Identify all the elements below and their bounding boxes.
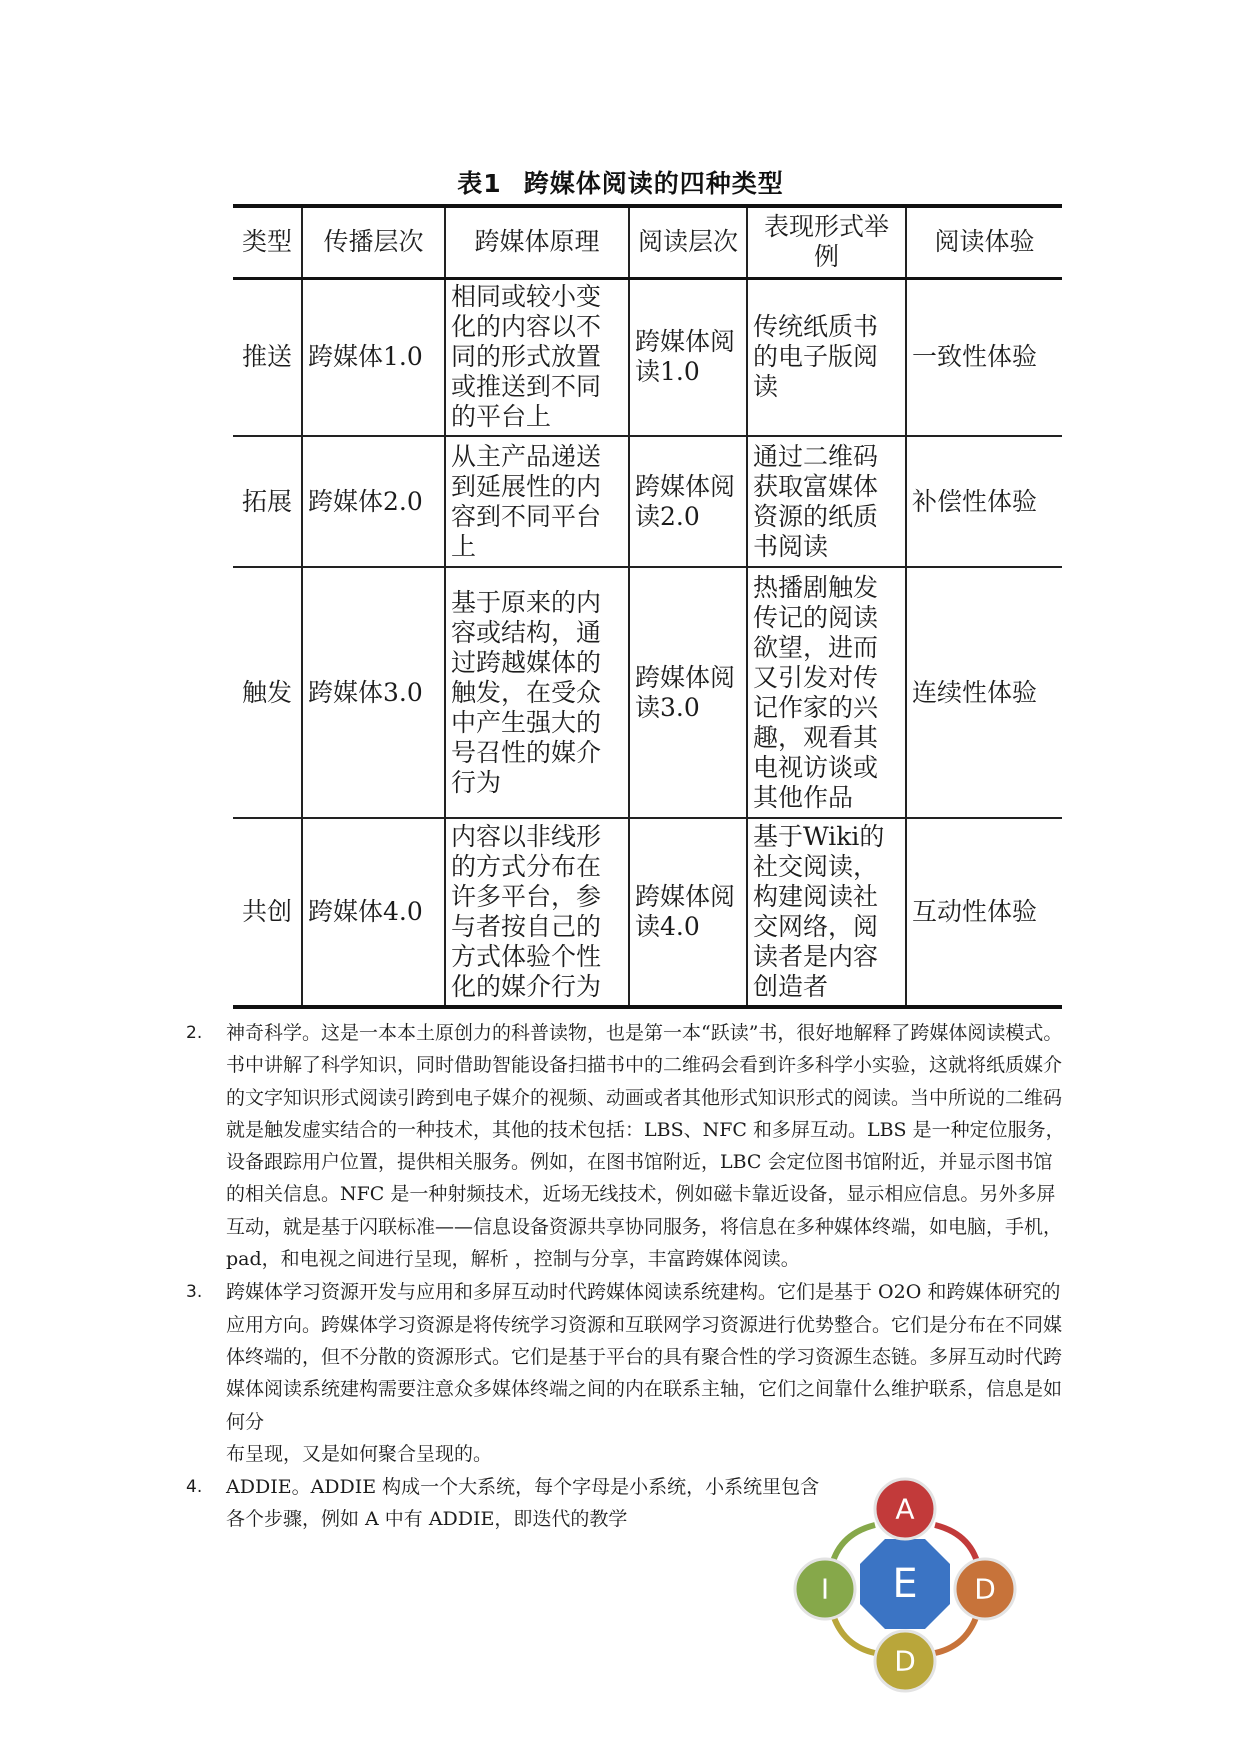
list-item (186, 1017, 1066, 1275)
label-a: A (895, 1492, 915, 1526)
table-number: 表1 (457, 169, 502, 198)
cell-experience: 补偿性体验 (906, 436, 1062, 567)
list-item-text: 跨媒体学习资源开发与应用和多屏互动时代跨媒体阅读系统建构。它们是基于 O2O 和跨媒体研究的应用方向。跨媒体学习资源是将传统学习资源和互联网学习资源进行优势整合。它们是分布在不同媒体终端的，但不分散的资源形式。它们是基于平台的具有聚合性的学习资源生态链。多屏互动时代跨媒体阅读系统建构需要注意众多媒体终端之间的内在联系主轴，它们之间靠什么维护联系，信息是如何分 (226, 1281, 1063, 1433)
cell-reading-level: 跨媒体阅读1.0 (629, 278, 747, 436)
header-reading-level: 阅读层次 (629, 206, 747, 278)
numbered-list (186, 1017, 1066, 1537)
header-spread-level: 传播层次 (302, 206, 445, 278)
cell-experience: 互动性体验 (906, 818, 1062, 1007)
list-item (186, 1471, 826, 1536)
cell-type: 共创 (233, 818, 302, 1007)
cell-type: 触发 (233, 567, 302, 818)
header-type: 类型 (233, 206, 302, 278)
cell-reading-level: 跨媒体阅读4.0 (629, 818, 747, 1007)
list-item (186, 1276, 1066, 1470)
cell-type: 推送 (233, 278, 302, 436)
table-row (233, 436, 1062, 567)
cell-principle: 基于原来的内容或结构，通过跨越媒体的触发，在受众中产生强大的号召性的媒介行为 (445, 567, 629, 818)
table-row (233, 567, 1062, 818)
cell-principle: 内容以非线形的方式分布在许多平台，参与者按自己的方式体验个性化的媒介行为 (445, 818, 629, 1007)
cell-reading-level: 跨媒体阅读2.0 (629, 436, 747, 567)
table-caption (0, 164, 1241, 200)
table-row (233, 818, 1062, 1007)
table-title: 跨媒体阅读的四种类型 (523, 169, 784, 198)
list-item-number: 2. (186, 1023, 203, 1043)
label-center: E (892, 1561, 918, 1607)
addie-diagram (790, 1475, 1020, 1693)
label-i: I (820, 1572, 830, 1606)
list-item-number: 4. (186, 1477, 203, 1498)
header-experience: 阅读体验 (906, 206, 1062, 278)
list-item-text: 神奇科学。这是一本本土原创力的科普读物，也是第一本“跃读”书，很好地解释了跨媒体阅读模式。书中讲解了科学知识，同时借助智能设备扫描书中的二维码会看到许多科学小实验，这就将纸质媒介的文字知识形式阅读引跨到电子媒介的视频、动画或者其他形式知识形式的阅读。当中所说的二维码就是触发虚实结合的一种技术，其他的技术包括：LBS、NFC 和多屏互动。LBS 是一种定位服务，设备跟踪用户位置，提供相关服务。例如，在图书馆附近，LBC 会定位图书馆附近，并显示图书馆的相关信息。NFC 是一种射频技术，近场无线技术，例如磁卡靠近设备，显示相应信息。另外多屏互动，就是基于闪联标准——信息设备资源共享协同服务，将信息在多种媒体终端，如电脑，手机，pad，和电视之间进行呈现，解析 ，控制与分享，丰富跨媒体阅读。 (226, 1022, 1065, 1271)
label-d-bottom: D (894, 1644, 916, 1678)
cell-principle: 从主产品递送到延展性的内容到不同平台上 (445, 436, 629, 567)
media-reading-table (233, 204, 1062, 1009)
list-item-number: 3. (186, 1282, 203, 1303)
addie-diagram-graphic (790, 1475, 1020, 1693)
cell-example: 热播剧触发传记的阅读欲望，进而又引发对传记作家的兴趣，观看其电视访谈或其他作品 (747, 567, 906, 818)
table-row (233, 278, 1062, 436)
header-example: 表现形式举例 (747, 206, 906, 278)
cell-example: 传统纸质书的电子版阅读 (747, 278, 906, 436)
cell-spread-level: 跨媒体1.0 (302, 278, 445, 436)
cell-example: 通过二维码获取富媒体资源的纸质书阅读 (747, 436, 906, 567)
cell-experience: 一致性体验 (906, 278, 1062, 436)
cell-principle: 相同或较小变化的内容以不同的形式放置或推送到不同的平台上 (445, 278, 629, 436)
list-item-text-tail: 布呈现，又是如何聚合呈现的。 (226, 1442, 493, 1465)
cell-spread-level: 跨媒体4.0 (302, 818, 445, 1007)
cell-type: 拓展 (233, 436, 302, 567)
cell-spread-level: 跨媒体2.0 (302, 436, 445, 567)
cell-spread-level: 跨媒体3.0 (302, 567, 445, 818)
cell-reading-level: 跨媒体阅读3.0 (629, 567, 747, 818)
label-d-right: D (974, 1572, 996, 1606)
cell-example: 基于Wiki的社交阅读，构建阅读社交网络，阅读者是内容创造者 (747, 818, 906, 1007)
cell-experience: 连续性体验 (906, 567, 1062, 818)
list-item-text: ADDIE。ADDIE 构成一个大系统，每个字母是小系统，小系统里包含各个步骤，例如 A 中有 ADDIE，即迭代的教学 (226, 1476, 820, 1531)
header-principle: 跨媒体原理 (445, 206, 629, 278)
